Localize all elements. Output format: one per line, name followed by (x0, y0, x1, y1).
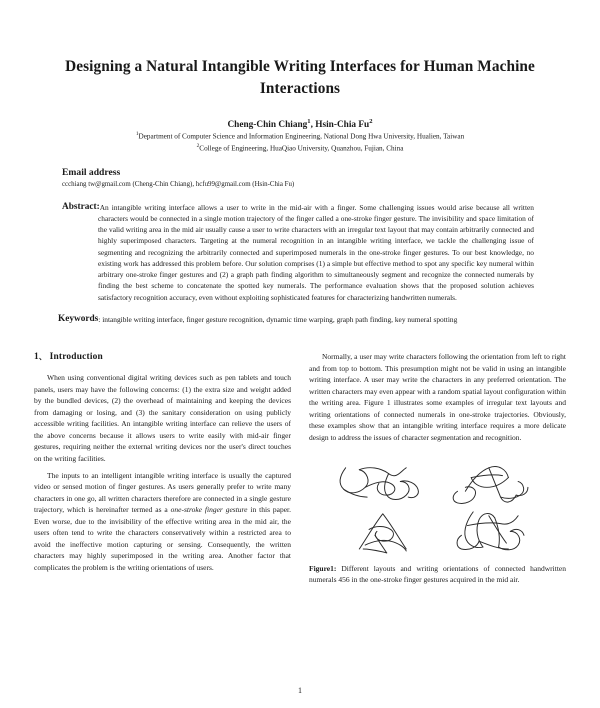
affiliation-two-text: College of Engineering, HuaQiao University, Quanzhou, Fujian, China (199, 144, 404, 153)
section-title: Introduction (49, 352, 103, 363)
left-paragraph-2-part-a: The inputs to an intelligent intangible writing interface is usually the captured video or sensed motion of finger gestures. As users generally prefer to write many characters in one go, all written characters therefore are connected in a single gesture trajectory, which is hereinafter termed as a (34, 470, 291, 515)
handwriting-sample-top-right (438, 458, 546, 507)
scribble-icon (438, 458, 546, 507)
keywords-text: : intangible writing interface, finger gesture recognition, dynamic time warping, graph path finding, key numeral spotting (98, 314, 458, 324)
left-paragraph-2-part-b: in this paper. Even worse, due to the invisibility of the effective writing area in the mid air, the users often tend to write the characters conservatively within a restricted area to avoid the ineffective motion capturing or sensing. Consequently, the written characters may highly superimposed in the writing area. Another factor that complicates the problem is the writing orientations of users. (34, 505, 291, 572)
affiliation-one-text: Department of Computer Science and Information Engineering, National Dong Hwa University, Hualien, Taiwan (138, 132, 465, 141)
email-heading: Email address (62, 166, 121, 178)
email-addresses: ccchiang tw@gmail.com (Cheng-Chin Chiang), hcfu99@gmail.com (Hsin-Chia Fu) (62, 180, 295, 188)
handwriting-sample-bottom-right (438, 506, 546, 555)
handwriting-sample-bottom-left (330, 506, 438, 555)
scribble-icon (330, 458, 438, 507)
left-column (34, 351, 291, 585)
term-one-stroke-finger-gesture: one-stroke finger gesture (170, 505, 248, 515)
section-heading-introduction (34, 351, 291, 362)
affiliation-two-marker: 2 (196, 143, 200, 150)
affiliation-one-marker: 1 (135, 131, 139, 138)
page-number: 1 (298, 686, 302, 695)
abstract-body (62, 202, 534, 303)
figure-1-caption (309, 563, 566, 586)
author-one: Cheng-Chin Chiang (227, 120, 308, 131)
author-two-affil-marker: 2 (369, 118, 373, 126)
figure-1-caption-label: Figure1: (309, 563, 337, 573)
keywords-section (58, 313, 534, 325)
section-number: 1 (34, 352, 39, 363)
left-paragraph-1: When using conventional digital writing devices such as pen tablets and touch panels, users may have the following concerns: (1) the extra size and weight added by the bundled devices, (2) the overhead of maintaining and keeping the devices from damaging or losing, and (3) the sanitary consideration on using publicly accessible writing facilities. An intangible writing interface can relieve the users of the above concerns because it allows users to write easily with mid-air finger gestures, requiring neither the external writing devices nor the user's direct touches on the writing facilities. (34, 373, 291, 463)
author-list (34, 118, 566, 130)
affiliation-two (34, 143, 566, 154)
abstract-label: Abstract: (62, 201, 100, 212)
figure-1-caption-text: Different layouts and writing orientations of connected handwritten numerals 456 in the one-stroke finger gestures acquired in the mid air. (309, 563, 566, 584)
right-column (309, 351, 566, 585)
right-paragraph-1: Normally, a user may write characters following the orientation from left to right and from top to bottom. This presumption might not be valid in using an intangible writing interface. A user may write the characters in any preferred orientation. The written characters may even appear with a random spatial layout configuration within the writing area. Figure 1 illustrates some examples of irregular text layouts and writing orientations of connected numerals in one-stroke trajectories. Obviously, these examples show that an intangible writing interface requires a more delicate design to address the issues of character segmentation and recognition. (309, 352, 566, 442)
author-separator: , Hsin-Chia Fu (310, 120, 370, 131)
keywords-label: Keywords (58, 313, 99, 324)
affiliation-one (34, 131, 566, 142)
page-title: Designing a Natural Intangible Writing Interfaces for Human Machine Interactions (65, 58, 535, 98)
abstract-section (62, 202, 534, 303)
author-one-affil-marker: 1 (307, 118, 311, 126)
left-paragraph-2 (34, 470, 291, 574)
figure-1-image-grid (330, 458, 545, 554)
body-columns (34, 351, 566, 585)
section-number-comma: 、 (38, 352, 48, 362)
scribble-icon (438, 506, 546, 555)
figure-1 (309, 458, 566, 586)
scribble-icon (330, 506, 438, 555)
abstract-text: An intangible writing interface allows a user to write in the mid-air with a finger. Some challenging issues would arise because all written characters would be connected in a single motion trajectory of the finger called a one-stroke finger gesture. The invisibility and space limitation of the valid writing area in the mid air usually cause a user to write characters with an irregular text layout that may contain arbitrarily connected and highly superimposed characters. Targeting at the numeral recognition in an intangible writing interface, we tackle the challenging issue of segmenting and recognizing the arbitrarily connected and superimposed numerals in the one-stroke finger gestures. To our best knowledge, no existing work has addressed this problem before. Our solution comprises (1) a simple but effective method to spot any specific key numeral within arbitrary one-stroke finger gestures and (2) a graph path finding algorithm to simultaneously segment and recognize the connected numerals by finding the best scheme to concatenate the spotted key numerals. The performance evaluation shows that the proposed solution achieves satisfactory recognition accuracy, even without exploiting sophisticated features for characterizing handwritten numerals. (98, 202, 534, 302)
keywords-body (58, 313, 534, 325)
handwriting-sample-top-left (330, 458, 438, 507)
